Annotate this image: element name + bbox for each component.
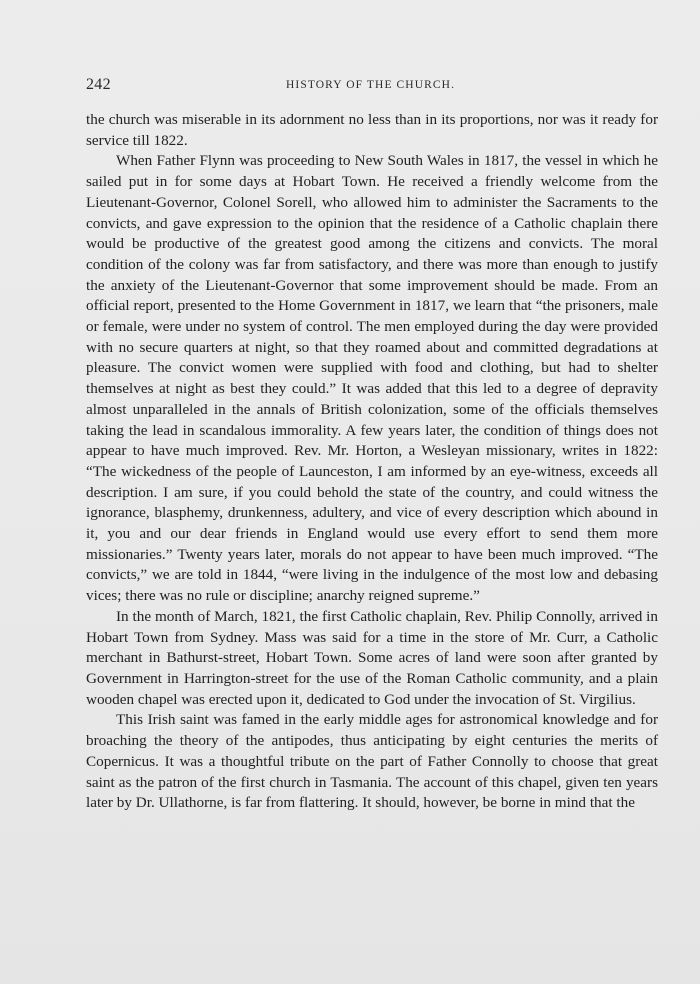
page-number: 242 bbox=[86, 76, 111, 93]
paragraph-flynn-hobart-town: When Father Flynn was proceeding to New South Wales in 1817, the vessel in which he sailed put in for some days at Hobart Town. He received a friendly welcome from the Lieutenant-Governor, Colonel Sorell, who allowed him to administer the Sacraments to the convicts, and gave expression to the opinion that the residence of a Catholic chaplain there would be productive of the greatest good among the citizens and convicts. The moral condition of the colony was far from satisfactory, and there was more than enough to justify the anxiety of the Lieutenant-Governor that some improvement should be made. From an official report, presented to the Home Government in 1817, we learn that “the prisoners, male or female, were under no system of control. The men employed during the day were provided with no secure quarters at night, so that they roamed about and committed degradations at pleasure. The convict women were supplied with food and clothing, but had to shelter themselves at night as best they could.” It was added that this led to a degree of depravity almost unparalleled in the annals of British colonization, some of the officials themselves taking the lead in scandalous immorality. A few years later, the condition of things does not appear to have much improved. Rev. Mr. Horton, a Wesleyan missionary, writes in 1822: “The wickedness of the people of Launceston, I am informed by an eye-witness, exceeds all description. I am sure, if you could behold the state of the country, and could witness the ignorance, blasphemy, drunkenness, adultery, and vice of every description which abound in it, you and our dear friends in England would use every effort to send them more missionaries.” Twenty years later, morals do not appear to have been much improved. “The convicts,” we are told in 1844, “were living in the indulgence of the most low and debasing vices; there was no rule or discipline; anarchy reigned supreme.” bbox=[86, 152, 658, 605]
paragraph-continued: the church was miserable in its adornment no less than in its proportions, nor was it ready for service till 1822. bbox=[86, 111, 658, 149]
running-title: HISTORY OF THE CHURCH. bbox=[286, 79, 456, 91]
running-head bbox=[86, 76, 660, 98]
paragraph-st-virgilius: This Irish saint was famed in the early middle ages for astronomical knowledge and for broaching the theory of the antipodes, thus anticipating by eight centuries the merits of Copernicus. It was a thoughtful tribute on the part of Father Connolly to choose that great saint as the patron of the first church in Tasmania. The account of this chapel, given ten years later by Dr. Ullathorne, is far from flattering. It should, however, be borne in mind that the bbox=[86, 711, 658, 812]
paragraph-connolly-arrival: In the month of March, 1821, the first Catholic chaplain, Rev. Philip Connolly, arrived in Hobart Town from Sydney. Mass was said for a time in the store of Mr. Curr, a Catholic merchant in Bathurst-street, Hobart Town. Some acres of land were soon after granted by Government in Harrington-street for the use of the Roman Catholic community, and a plain wooden chapel was erected upon it, dedicated to God under the invocation of St. Virgilius. bbox=[86, 607, 658, 708]
body-text bbox=[86, 110, 658, 814]
